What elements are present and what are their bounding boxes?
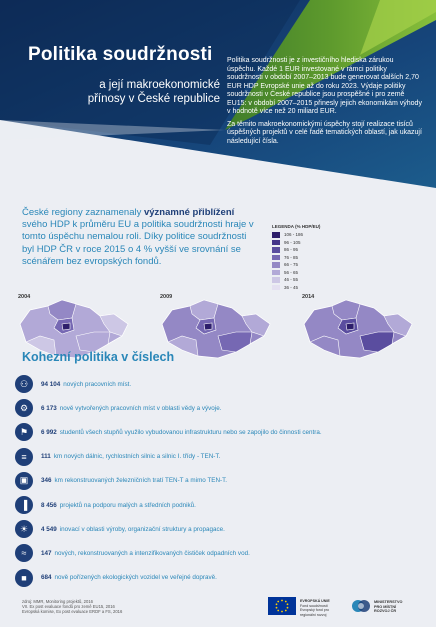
legend-item bbox=[272, 269, 362, 277]
legend-label: 56 - 65 bbox=[284, 269, 299, 275]
stat-item bbox=[15, 493, 425, 517]
legend-swatch bbox=[272, 255, 280, 261]
page-subtitle bbox=[40, 78, 220, 106]
stat-description: nových, rekonstruovaných a intenzifikovaných čističek odpadních vod. bbox=[54, 549, 250, 557]
legend-item bbox=[272, 239, 362, 247]
legend-label: 76 - 85 bbox=[284, 254, 299, 260]
lead-highlight: významné přiblížení bbox=[143, 207, 235, 218]
stat-item bbox=[15, 566, 425, 590]
stat-item bbox=[15, 541, 425, 565]
legend-label: 106 - 186 bbox=[284, 232, 304, 238]
legend-swatch bbox=[272, 247, 280, 253]
stat-value: 346 bbox=[41, 477, 52, 485]
intro-text bbox=[227, 57, 423, 150]
source-line: VII. Ex post evaluace fondů pro země EU15, 2016 bbox=[22, 604, 115, 609]
road-icon: ≡ bbox=[15, 448, 33, 466]
source-line: zdroj: MMR, Monitoring projektů, 2016 bbox=[22, 599, 93, 604]
legend-item bbox=[272, 276, 362, 284]
eu-flag-logo bbox=[268, 597, 296, 615]
eu-logo-line: Fond soudržnosti bbox=[300, 603, 328, 608]
stat-description: inovací v oblasti výroby, organizační struktury a propagace. bbox=[59, 525, 225, 533]
legend-label: 96 - 105 bbox=[284, 239, 301, 245]
stat-description: nově pořízených ekologických vozidel ve veřejné dopravě. bbox=[54, 574, 217, 582]
legend-item bbox=[272, 246, 362, 254]
stat-description: km rekonstruovaných železničních tratí TEN-T a mimo TEN-T. bbox=[54, 477, 228, 485]
stat-value: 6 992 bbox=[41, 428, 57, 436]
lead-paragraph bbox=[22, 207, 258, 268]
eu-logo-text bbox=[300, 599, 344, 617]
legend-swatch bbox=[272, 232, 280, 238]
stats-heading: Kohezní politika v číslech bbox=[22, 350, 175, 364]
legend-item bbox=[272, 284, 362, 292]
stat-description: km nových dálnic, rychlostních silnic a silnic I. třídy - TEN-T. bbox=[53, 453, 221, 461]
lead-text: svého HDP k průměru EU a politika soudržnosti hraje v tomto úspěchu nemalou roli. Díky politice soudržnosti byl HDP ČR v roce 2015 o 4 % vyšší ve srovnání se scénářem bez evropských fondů. bbox=[22, 219, 254, 267]
map-legend bbox=[272, 224, 362, 291]
legend-swatch bbox=[272, 285, 280, 291]
page-title: Politika soudržnosti bbox=[28, 44, 213, 65]
gear-icon: ⚙ bbox=[15, 399, 33, 417]
eu-logo-line: EVROPSKÁ UNIE bbox=[300, 599, 330, 603]
ministry-logo bbox=[350, 598, 374, 614]
map-year-label: 2004 bbox=[18, 294, 31, 300]
ministry-logo-line: MINISTERSTVO bbox=[374, 600, 403, 604]
legend-label: 36 - 45 bbox=[284, 284, 299, 290]
source-note bbox=[22, 599, 172, 614]
stat-value: 8 456 bbox=[41, 501, 57, 509]
legend-item bbox=[272, 261, 362, 269]
stat-value: 111 bbox=[41, 453, 51, 461]
legend-list bbox=[272, 231, 362, 291]
subtitle-line: přínosy v České republice bbox=[87, 93, 220, 105]
legend-label: 46 - 55 bbox=[284, 277, 299, 283]
legend-title: LEGENDA (% HDP/EU) bbox=[272, 224, 321, 229]
intro-paragraph: Za těmito makroekonomickými úspěchy stojí realizace tisíců úspěšných projektů v celé řadě tematických oblastí, jak ukazují následující čísla. bbox=[227, 120, 422, 145]
ministry-logo-line: ROZVOJ ČR bbox=[374, 609, 397, 614]
stat-item bbox=[15, 517, 425, 541]
stat-value: 147 bbox=[41, 549, 52, 557]
eu-logo-line: Evropský fond pro regionální rozvoj bbox=[300, 608, 329, 617]
stat-item bbox=[15, 445, 425, 469]
source-line: Evropská komise, Ex post evaluace ERDF a FS, 2016 bbox=[22, 609, 123, 614]
ministry-emblem-icon bbox=[350, 598, 374, 614]
stat-item bbox=[15, 372, 425, 396]
stat-description: nových pracovních míst. bbox=[63, 380, 132, 388]
stat-value: 684 bbox=[41, 574, 52, 582]
stat-value: 94 104 bbox=[41, 380, 61, 388]
stat-item bbox=[15, 469, 425, 493]
ministry-logo-text bbox=[374, 600, 424, 614]
legend-label: 86 - 95 bbox=[284, 247, 299, 253]
bus-icon: ■ bbox=[15, 569, 33, 587]
legend-item bbox=[272, 231, 362, 239]
map-year-label: 2014 bbox=[302, 294, 315, 300]
czech-map bbox=[294, 296, 422, 362]
legend-swatch bbox=[272, 270, 280, 276]
stat-description: projektů na podporu malých a středních podniků. bbox=[59, 501, 196, 509]
lightbulb-icon: ☀ bbox=[15, 520, 33, 538]
stat-item bbox=[15, 420, 425, 444]
subtitle-line: a její makroekonomické bbox=[99, 79, 220, 91]
people-icon: ⚇ bbox=[15, 375, 33, 393]
train-icon: ▣ bbox=[15, 472, 33, 490]
eu-stars-icon bbox=[268, 597, 296, 615]
stat-value: 4 549 bbox=[41, 525, 57, 533]
ministry-logo-line: PRO MÍSTNÍ bbox=[374, 604, 397, 609]
legend-label: 66 - 75 bbox=[284, 262, 299, 268]
chart-icon: ▐ bbox=[15, 496, 33, 514]
stat-description: nově vytvořených pracovních míst v oblasti vědy a vývoje. bbox=[59, 404, 222, 412]
legend-swatch bbox=[272, 277, 280, 283]
legend-swatch bbox=[272, 262, 280, 268]
student-icon: ⚑ bbox=[15, 423, 33, 441]
lead-text: České regiony zaznamenaly bbox=[22, 207, 144, 218]
stat-description: studentů všech stupňů využilo vybudovanou infrastrukturu nebo se zapojilo do činnosti centra. bbox=[59, 428, 322, 436]
intro-paragraph: Politika soudržnosti je z investičního hlediska zárukou úspěchu. Každé 1 EUR investované v rámci politiky soudržnosti v období 2007–2013 bude generovat dalších 2,70 EUR HDP Evropské unie až do roku 2023. Výdaje politiky soudržnosti v České republice jsou prospěšné i pro země EU15: v období 2007–2015 přinesly jejich ekonomikám výhody v hodnotě více než 20 miliard EUR. bbox=[227, 57, 422, 115]
map-year-label: 2009 bbox=[160, 294, 173, 300]
header-banner bbox=[0, 0, 436, 200]
stats-list bbox=[15, 372, 425, 590]
region-map-2014 bbox=[294, 292, 422, 362]
legend-swatch bbox=[272, 240, 280, 246]
legend-item bbox=[272, 254, 362, 262]
water-icon: ≈ bbox=[15, 544, 33, 562]
stat-value: 6 173 bbox=[41, 404, 57, 412]
stat-item bbox=[15, 396, 425, 420]
